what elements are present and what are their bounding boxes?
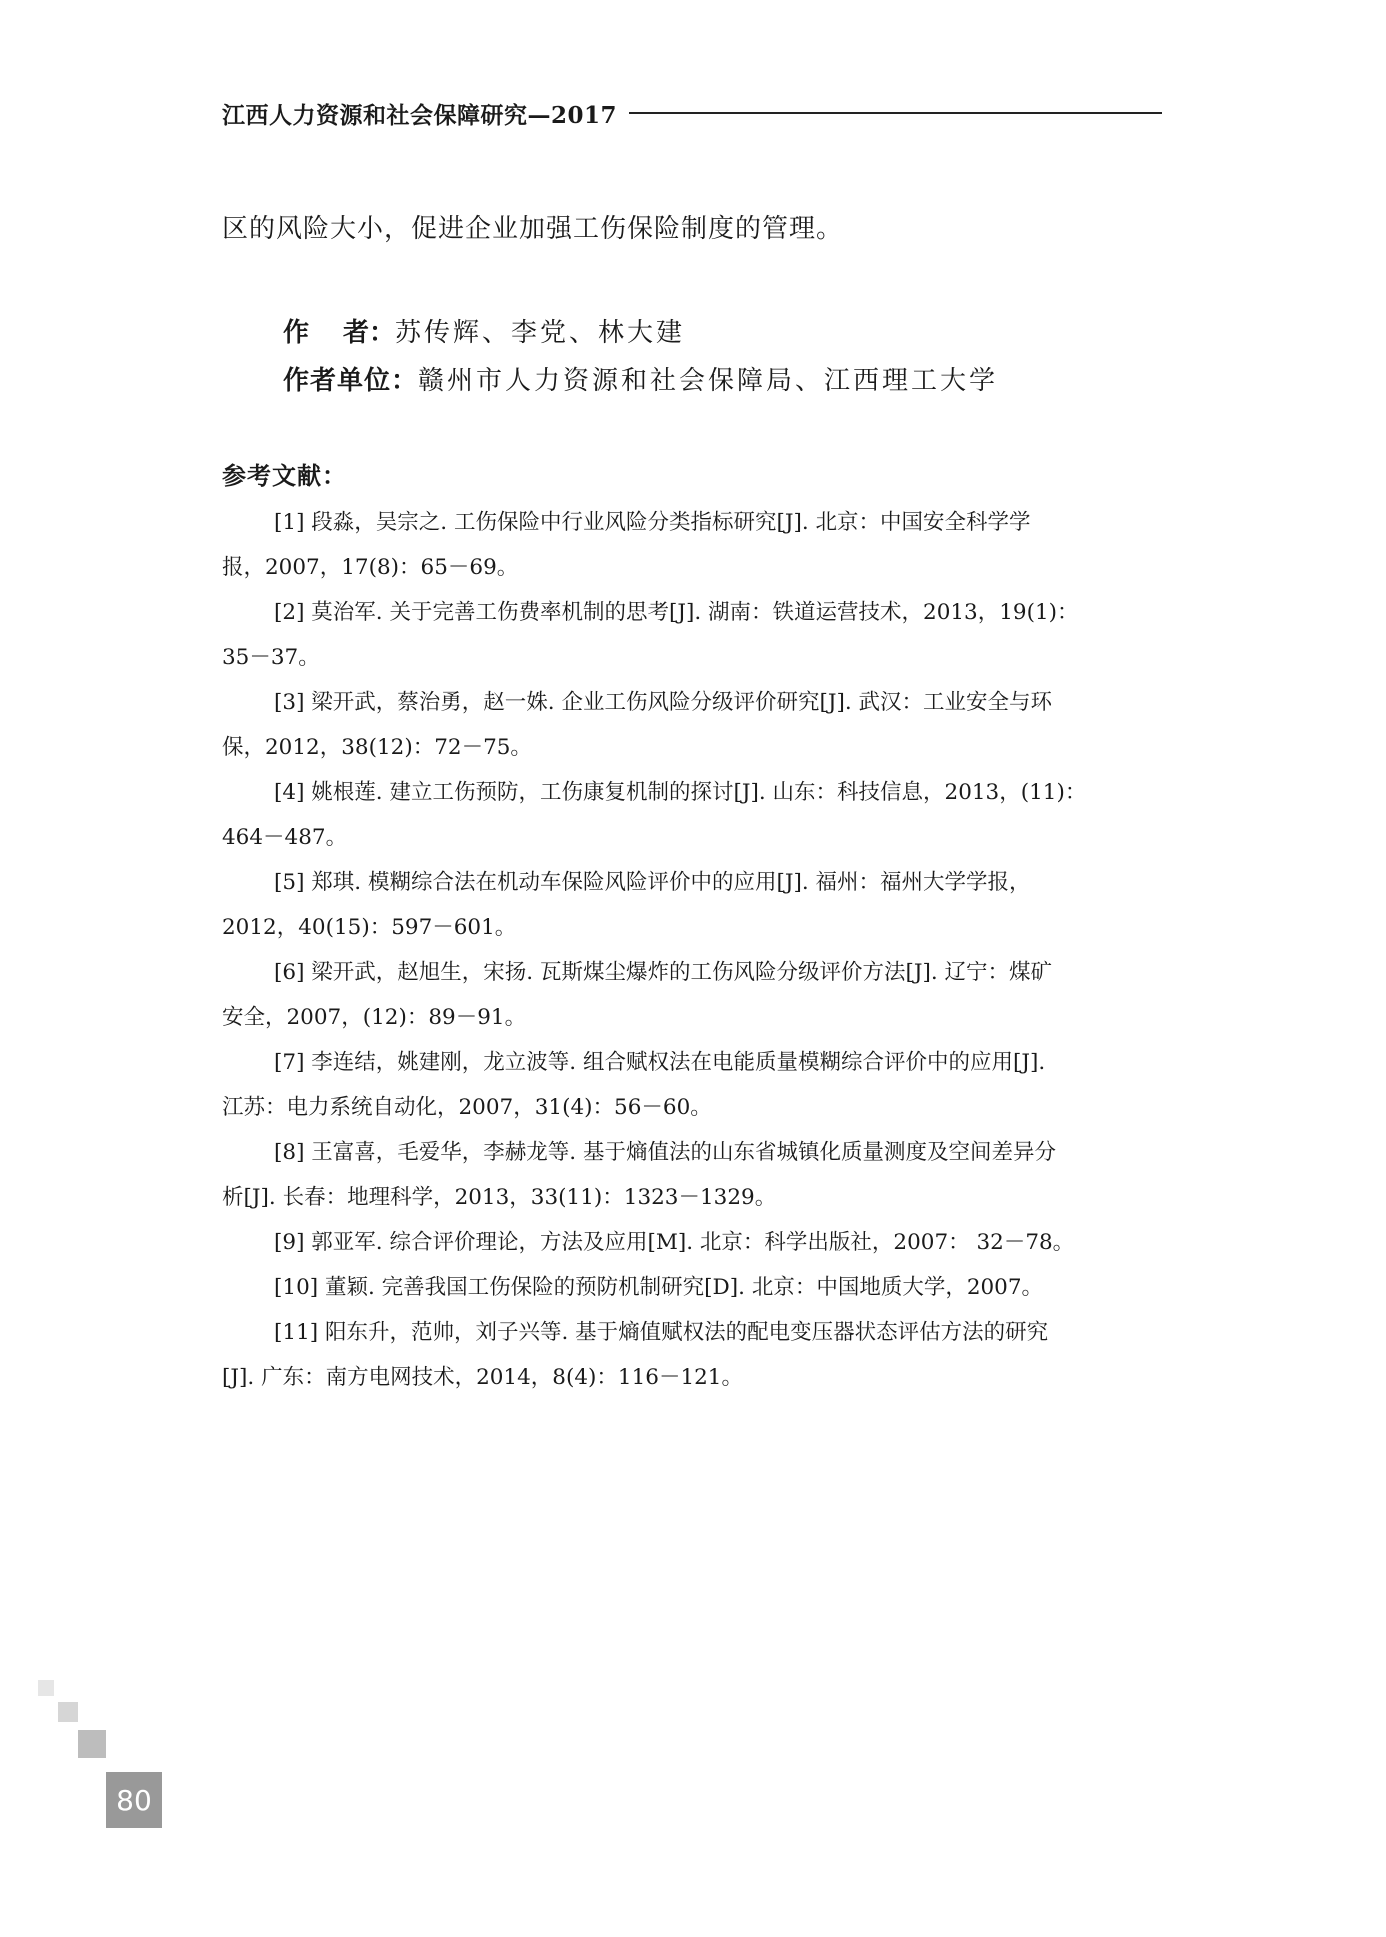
- reference-item: [222, 770, 1162, 860]
- affiliation-line: [283, 360, 998, 397]
- decorative-square: [38, 1680, 54, 1696]
- reference-line: [10] 董颖. 完善我国工伤保险的预防机制研究[D]. 北京：中国地质大学，2007。: [274, 1275, 1044, 1300]
- reference-line-continued: 保，2012，38(12)：72－75。: [222, 735, 532, 760]
- reference-line: [9] 郭亚军. 综合评价理论，方法及应用[M]. 北京：科学出版社，2007： 32－78。: [274, 1230, 1075, 1255]
- references-list: [222, 500, 1162, 1400]
- reference-line: [1] 段淼，吴宗之. 工伤保险中行业风险分类指标研究[J]. 北京：中国安全科学学: [274, 510, 1031, 535]
- header-rule: [629, 112, 1162, 114]
- reference-line-continued: 安全，2007，(12)：89－91。: [222, 1005, 527, 1030]
- reference-line: [7] 李连结，姚建刚，龙立波等. 组合赋权法在电能质量模糊综合评价中的应用[J].: [274, 1050, 1046, 1075]
- reference-line-continued: 江苏：电力系统自动化，2007，31(4)：56－60。: [222, 1095, 712, 1120]
- reference-item: [222, 680, 1162, 770]
- reference-line-continued: 35－37。: [222, 645, 320, 670]
- reference-line-continued: 报，2007，17(8)：65－69。: [222, 555, 519, 580]
- reference-item: [222, 1040, 1162, 1130]
- reference-line-continued: [J]. 广东：南方电网技术，2014，8(4)：116－121。: [222, 1365, 743, 1390]
- running-header: [222, 96, 1162, 130]
- reference-line-continued: 析[J]. 长春：地理科学，2013，33(11)：1323－1329。: [222, 1185, 777, 1210]
- reference-line: [5] 郑琪. 模糊综合法在机动车保险风险评价中的应用[J]. 福州：福州大学学报，: [274, 870, 1031, 895]
- reference-item: [222, 1310, 1162, 1400]
- reference-line: [11] 阳东升，范帅，刘子兴等. 基于熵值赋权法的配电变压器状态评估方法的研究: [274, 1320, 1049, 1345]
- reference-item: [222, 1265, 1162, 1310]
- reference-item: [222, 500, 1162, 590]
- reference-line-continued: 2012，40(15)：597－601。: [222, 915, 517, 940]
- authors-value: 苏传辉、李党、林大建: [395, 318, 686, 348]
- reference-line: [4] 姚根莲. 建立工伤预防，工伤康复机制的探讨[J]. 山东：科技信息，2013，(11)：: [274, 780, 1087, 805]
- references-heading: 参考文献：: [222, 462, 347, 490]
- journal-title: 江西人力资源和社会保障研究—2017: [222, 101, 618, 129]
- authors-label: 作者：: [283, 318, 396, 348]
- page-number: 80: [116, 1783, 152, 1817]
- decorative-square: [78, 1730, 106, 1758]
- authors-line: [283, 312, 685, 349]
- decorative-square: [58, 1702, 78, 1722]
- affiliation-label: 作者单位：: [283, 366, 419, 396]
- page-number-box: [106, 1772, 162, 1828]
- reference-line-continued: 464－487。: [222, 825, 348, 850]
- continuation-paragraph: 区的风险大小，促进企业加强工伤保险制度的管理。: [222, 214, 844, 244]
- reference-line: [2] 莫治军. 关于完善工伤费率机制的思考[J]. 湖南：铁道运营技术，2013，19(1)：: [274, 600, 1079, 625]
- reference-item: [222, 1220, 1162, 1265]
- reference-item: [222, 860, 1162, 950]
- reference-line: [6] 梁开武，赵旭生，宋扬. 瓦斯煤尘爆炸的工伤风险分级评价方法[J]. 辽宁：煤矿: [274, 960, 1053, 985]
- affiliation-value: 赣州市人力资源和社会保障局、江西理工大学: [418, 366, 999, 396]
- reference-line: [8] 王富喜，毛爱华，李赫龙等. 基于熵值法的山东省城镇化质量测度及空间差异分: [274, 1140, 1056, 1165]
- reference-item: [222, 950, 1162, 1040]
- reference-item: [222, 590, 1162, 680]
- reference-item: [222, 1130, 1162, 1220]
- reference-line: [3] 梁开武，蔡治勇，赵一姝. 企业工伤风险分级评价研究[J]. 武汉：工业安全与环: [274, 690, 1053, 715]
